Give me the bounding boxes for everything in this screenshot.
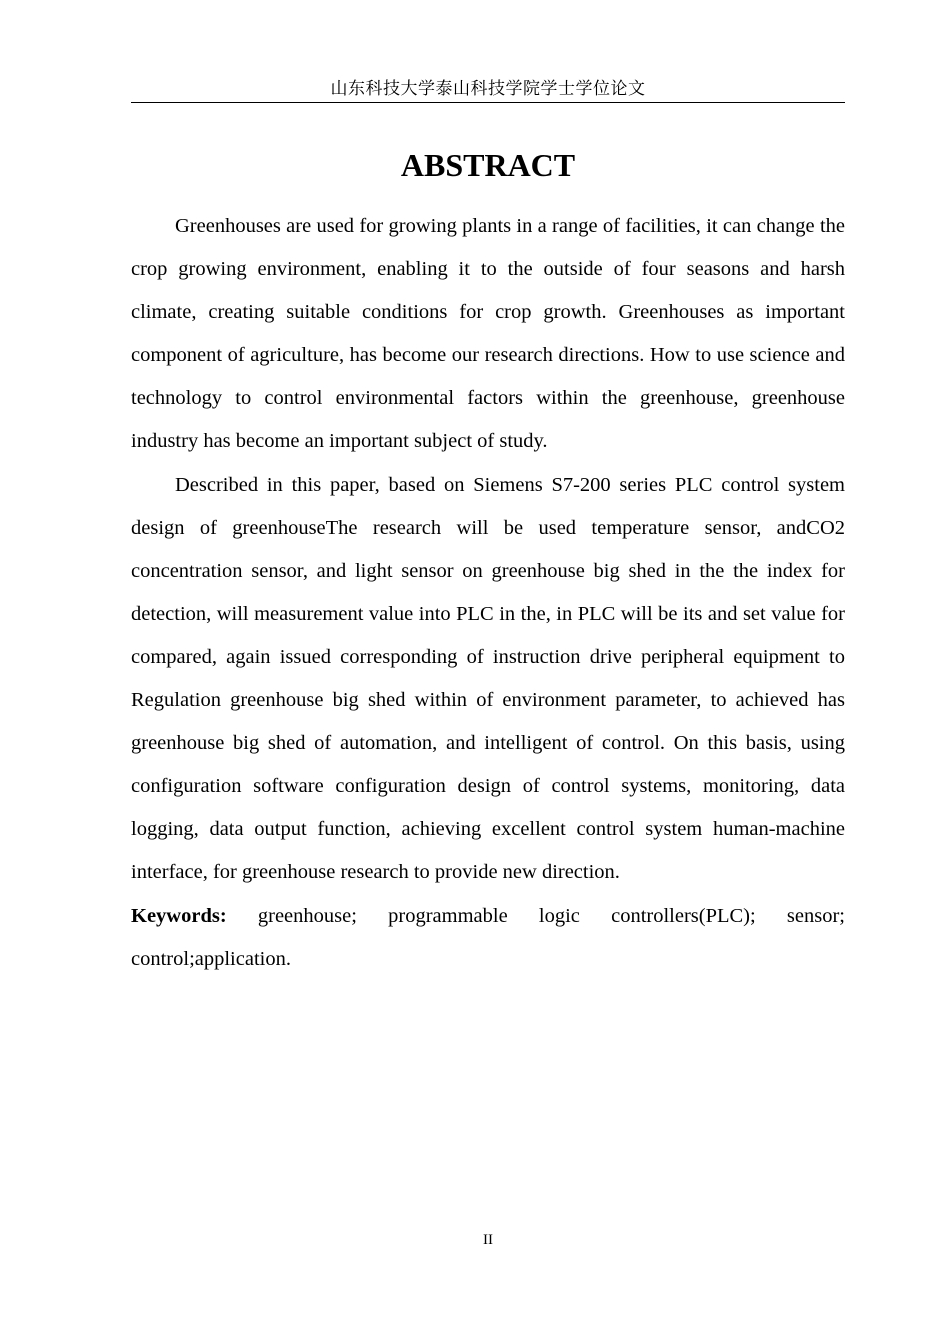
running-header: 山东科技大学泰山科技学院学士学位论文 [131,78,845,103]
abstract-body [131,205,845,981]
keywords-label: Keywords: [131,904,227,927]
abstract-paragraph-1: Greenhouses are used for growing plants in a range of facilities, it can change the crop growing environment, enabling it to the outside of four seasons and harsh climate, creating suitable conditions for crop growth. Greenhouses as important component of agriculture, has become our research directions. How to use science and technology to control environmental factors within the greenhouse, greenhouse industry has become an important subject of study. [131,215,845,453]
abstract-paragraph-2: Described in this paper, based on Siemens S7-200 series PLC control system design of greenhouseThe research will be used temperature sensor, andCO2 concentration sensor, and light sensor on greenhouse big shed in the the index for detection, will measurement value into PLC in the, in PLC will be its and set value for compared, again issued corresponding of instruction drive peripheral equipment to Regulation greenhouse big shed within of environment parameter, to achieved has greenhouse big shed of automation, and intelligent of control. On this basis, using configuration software configuration design of control systems, monitoring, data logging, data output function, achieving excellent control system human-machine interface, for greenhouse research to provide new direction. [131,473,845,884]
page-number: II [483,1232,493,1248]
abstract-title: ABSTRACT [400,147,576,183]
keywords-text: greenhouse; programmable logic controllers(PLC); sensor; control;application. [131,904,845,970]
keywords-line [131,895,845,981]
